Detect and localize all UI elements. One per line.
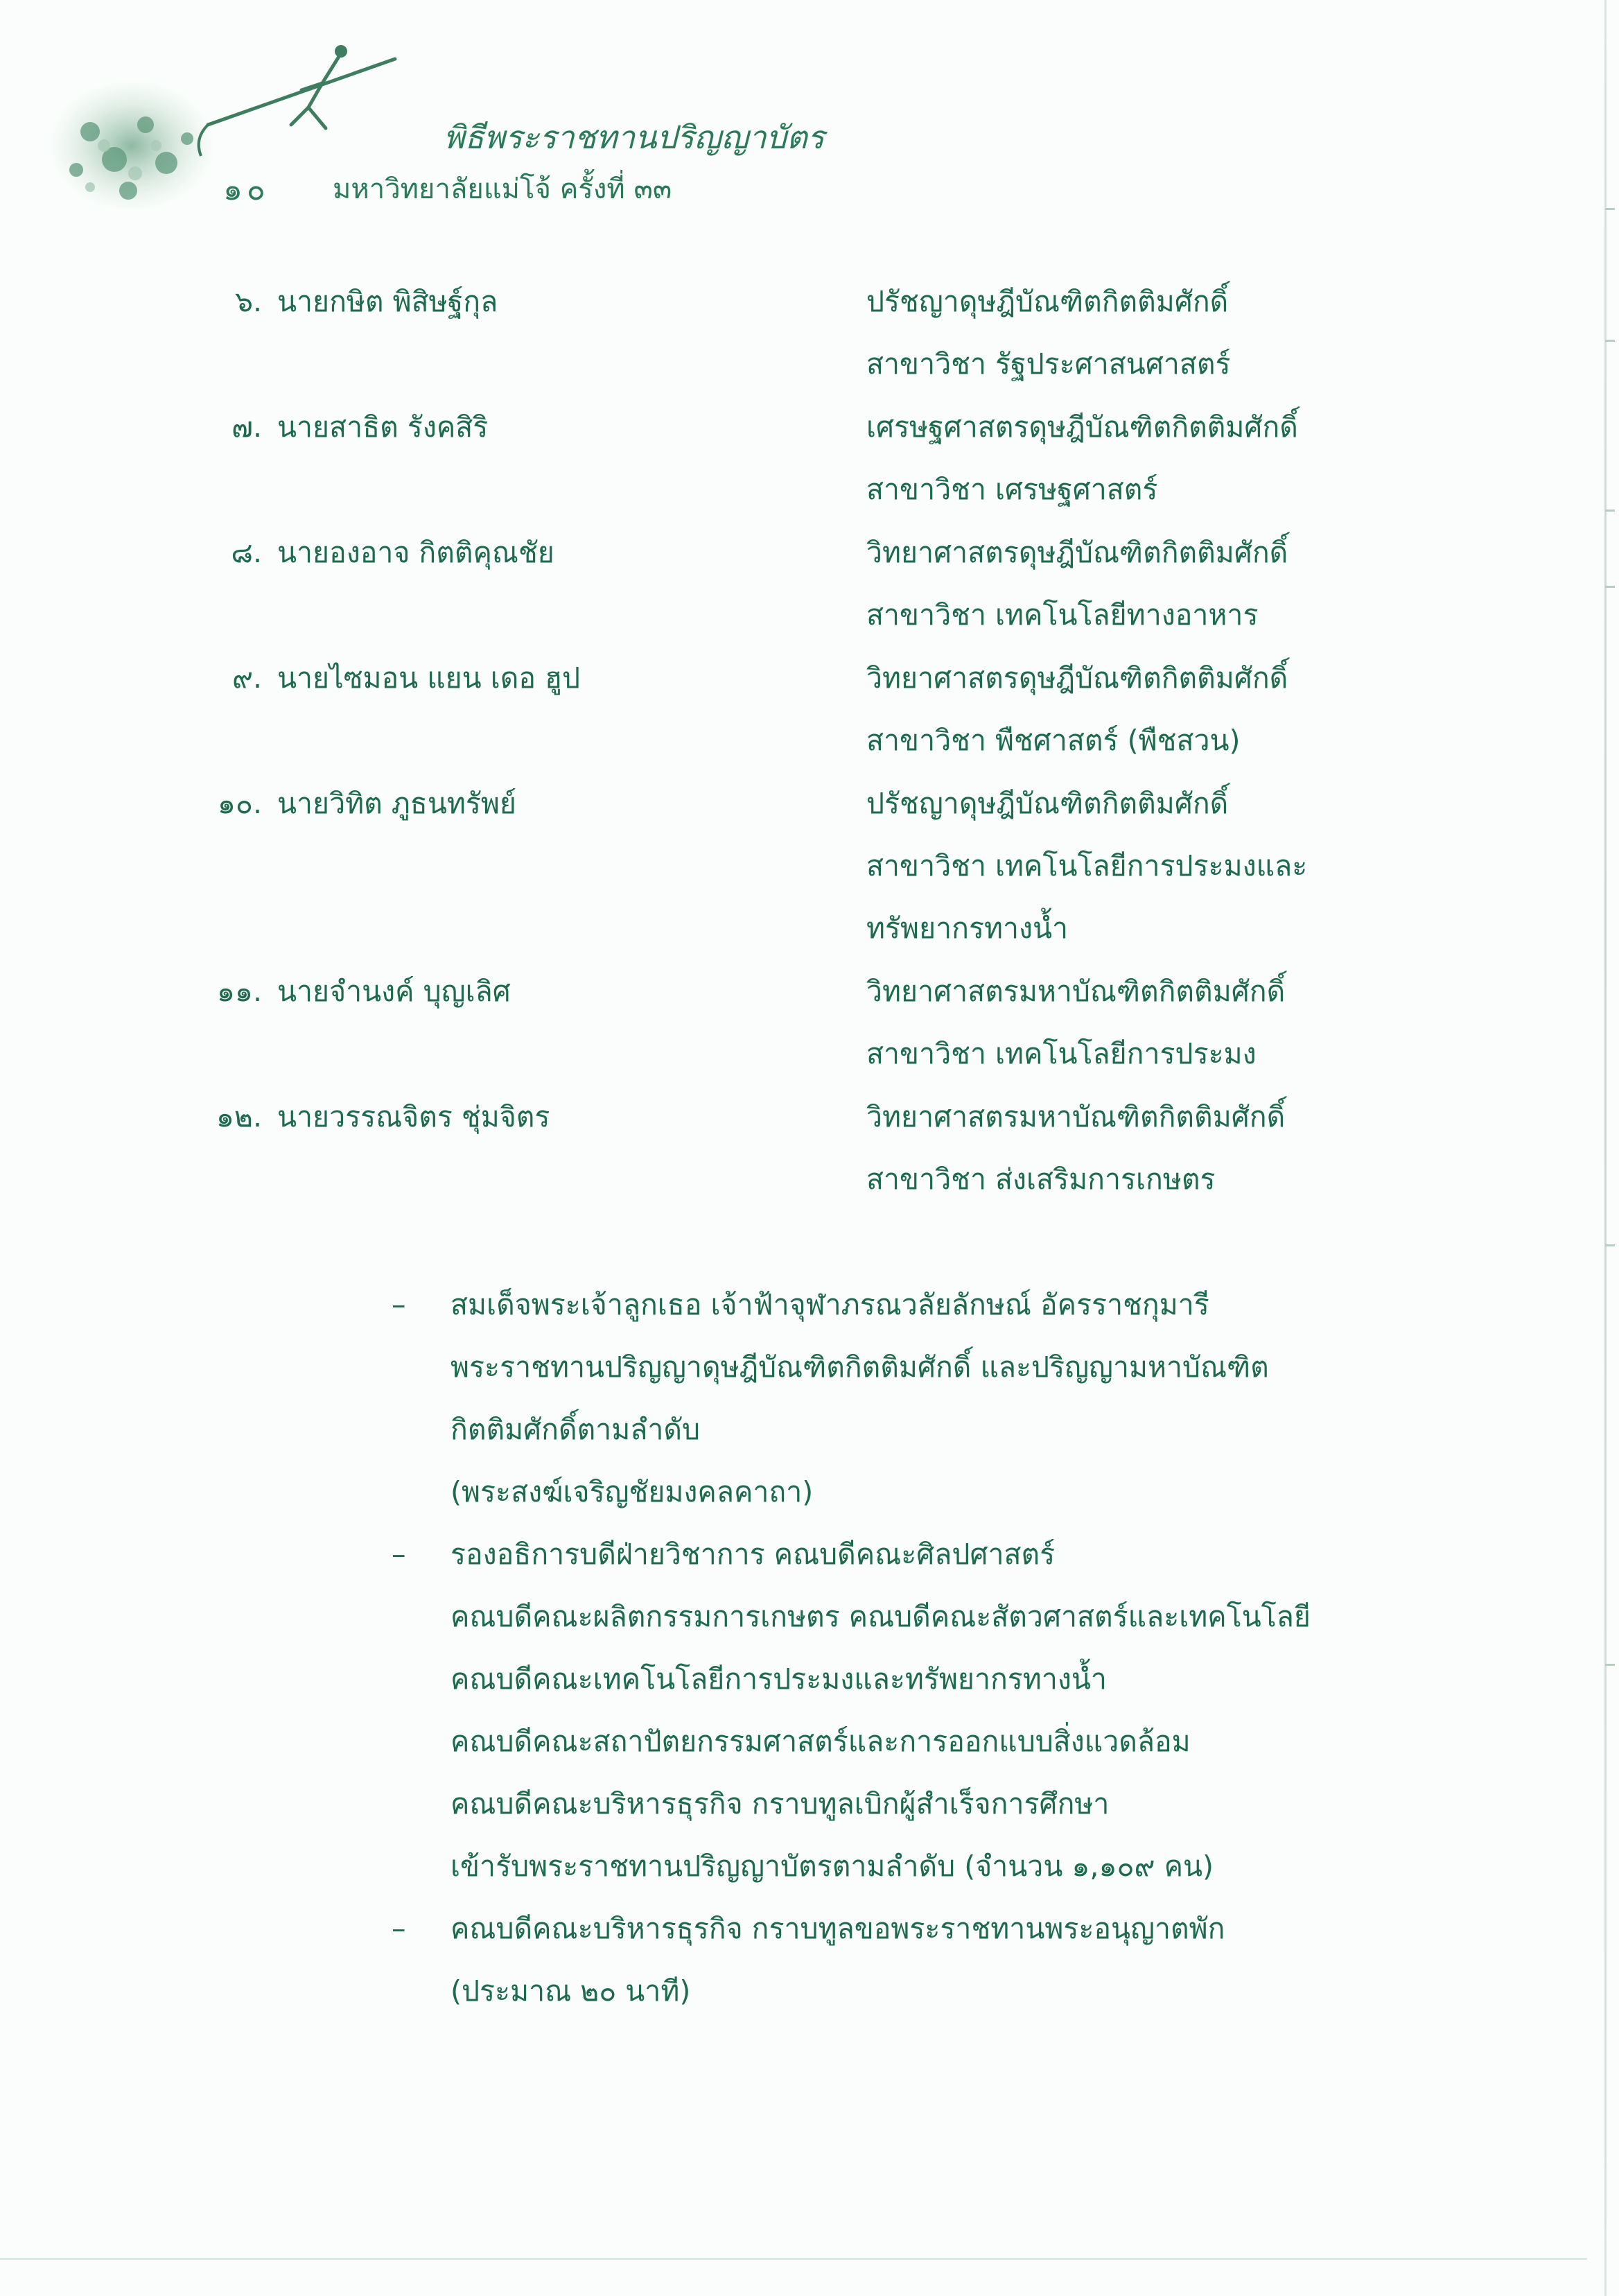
honoree-field: สาขาวิชา เทคโนโลยีการประมง [866,1037,1257,1070]
honoree-degree: วิทยาศาสตรดุษฎีบัณฑิตกิตติมศักดิ์ [866,661,1288,695]
scan-edge-bottom [0,2258,1587,2260]
honoree-field: สาขาวิชา เทคโนโลยีการประมงและ [866,849,1308,882]
honoree-degree: วิทยาศาสตรดุษฎีบัณฑิตกิตติมศักดิ์ [866,536,1288,569]
honoree-field: ทรัพยากรทางน้ำ [866,912,1069,945]
honoree-number: ๑๑. [216,975,262,1008]
step-line: คณบดีคณะบริหารธุรกิจ กราบทูลเบิกผู้สำเร็จการศึกษา [450,1787,1110,1820]
step-line: คณบดีคณะบริหารธุรกิจ กราบทูลขอพระราชทานพระอนุญาตพัก [450,1912,1225,1945]
honoree-degree: เศรษฐศาสตรดุษฎีบัณฑิตกิตติมศักดิ์ [866,410,1298,444]
honoree-field: สาขาวิชา เศรษฐศาสตร์ [866,473,1158,506]
scan-mark [1605,1244,1615,1246]
honoree-number: ๘. [231,536,262,569]
honoree-name: นายองอาจ กิตติคุณชัย [277,536,554,569]
step-line: สมเด็จพระเจ้าลูกเธอ เจ้าฟ้าจุฬาภรณวลัยลักษณ์ อัครราชกุมารี [450,1288,1209,1321]
step-line: คณบดีคณะผลิตกรรมการเกษตร คณบดีคณะสัตวศาสตร์และเทคโนโลยี [450,1600,1311,1633]
honoree-field: สาขาวิชา พืชศาสตร์ (พืชสวน) [866,724,1241,757]
step-bullet: – [392,1538,406,1571]
honoree-name: นายกษิต พิสิษฐ์กุล [277,285,498,318]
honoree-degree: วิทยาศาสตรมหาบัณฑิตกิตติมศักดิ์ [866,1100,1286,1133]
honoree-number: ๙. [231,661,262,695]
step-line: (ประมาณ ๒๐ นาที) [450,1974,691,2008]
scan-mark [1605,1664,1615,1666]
honoree-field: สาขาวิชา ส่งเสริมการเกษตร [866,1163,1216,1196]
honoree-name: นายวรรณจิตร ชุ่มจิตร [277,1100,550,1133]
honoree-degree: ปรัชญาดุษฎีบัณฑิตกิตติมศักดิ์ [866,787,1229,820]
step-line: รองอธิการบดีฝ่ายวิชาการ คณบดีคณะศิลปศาสตร์ [450,1538,1056,1571]
honoree-name: นายวิทิต ภูธนทรัพย์ [277,787,516,820]
honoree-field: สาขาวิชา รัฐประศาสนศาสตร์ [866,347,1231,381]
honoree-field: สาขาวิชา เทคโนโลยีทางอาหาร [866,598,1259,632]
ceremony-title: พิธีพระราชทานปริญญาบัตร [444,119,825,156]
honoree-name: นายไซมอน แยน เดอ ฮูป [277,661,581,695]
honoree-number: ๑๒. [216,1100,262,1133]
honoree-number: ๑๐. [217,787,262,820]
honoree-name: นายจำนงค์ บุญเลิศ [277,975,511,1008]
honoree-name: นายสาธิต รังคสิริ [277,410,489,444]
honoree-degree: ปรัชญาดุษฎีบัณฑิตกิตติมศักดิ์ [866,285,1229,318]
step-bullet: – [392,1912,406,1945]
step-line: คณบดีคณะสถาปัตยกรรมศาสตร์และการออกแบบสิ่งแวดล้อม [450,1725,1191,1758]
page-number: ๑๐ [223,172,270,207]
step-line: กิตติมศักดิ์ตามลำดับ [450,1413,701,1446]
honoree-degree: วิทยาศาสตรมหาบัณฑิตกิตติมศักดิ์ [866,975,1286,1008]
step-line: คณบดีคณะเทคโนโลยีการประมงและทรัพยากรทางน้ำ [450,1662,1107,1696]
step-line: พระราชทานปริญญาดุษฎีบัณฑิตกิตติมศักดิ์ และปริญญามหาบัณฑิต [450,1350,1269,1384]
step-line: เข้ารับพระราชทานปริญญาบัตรตามลำดับ (จำนวน ๑,๑๐๙ คน) [450,1850,1214,1883]
honoree-number: ๖. [234,285,262,318]
scan-mark [1605,586,1615,588]
honoree-number: ๗. [231,410,262,444]
scan-edge-right [1604,0,1607,2296]
step-bullet: – [392,1288,406,1321]
step-line: (พระสงฆ์เจริญชัยมงคลคาถา) [450,1475,814,1508]
scan-mark [1605,510,1615,512]
scan-mark [1605,340,1615,342]
scan-mark [1605,208,1615,210]
university-subtitle: มหาวิทยาลัยแม่โจ้ ครั้งที่ ๓๓ [333,173,672,205]
